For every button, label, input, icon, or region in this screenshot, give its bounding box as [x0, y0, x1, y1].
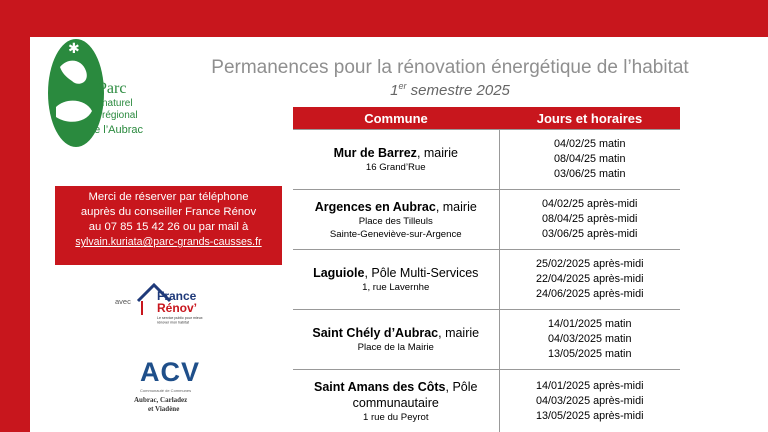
commune-name: Laguiole: [313, 266, 365, 280]
france-word: France: [157, 289, 197, 303]
commune-address: Place de la Mairie: [357, 342, 434, 353]
commune-cell: Mur de Barrez, mairie 16 Grand’Rue: [293, 130, 499, 190]
date-line: 14/01/2025 après-midi: [536, 379, 644, 392]
date-line: 13/05/2025 matin: [548, 348, 632, 360]
table-row: [293, 370, 680, 432]
column-header-commune: Commune: [293, 107, 499, 130]
acv-line-1: Aubrac, Carladez: [134, 396, 188, 404]
info-line-2: auprès du conseiller France Rénov: [80, 206, 257, 218]
avec-label: avec: [115, 297, 131, 306]
acv-logo: [128, 351, 216, 421]
table-row: [293, 250, 680, 310]
commune-cell: Saint Amans des Côts, Pôle communautaire 1 rue du Peyrot: [293, 370, 499, 432]
commune-cell: Argences en Aubrac, mairie Place des Tilleuls Sainte-Geneviève-sur-Argence: [293, 190, 499, 250]
logo-line3: régional: [102, 110, 138, 121]
commune-address-2: Sainte-Geneviève-sur-Argence: [329, 228, 462, 240]
booking-info-box: [55, 186, 282, 265]
france-renov-logo: [110, 277, 240, 327]
commune-address: 1, rue Lavernhe: [362, 282, 430, 293]
date-line: 03/06/25 matin: [554, 168, 626, 180]
acv-letters: ACV: [140, 357, 201, 387]
page-subtitle: 1er semestre 2025: [390, 81, 510, 99]
dates-cell: [499, 190, 680, 250]
commune-cell: Saint Chély d’Aubrac, mairie Place de la Mairie: [293, 310, 499, 370]
acv-line-2: et Viadène: [148, 405, 180, 413]
parc-aubrac-logo: [42, 37, 152, 149]
info-line-3: au 07 85 15 42 26 ou par mail à: [88, 221, 249, 233]
dates-cell: [499, 310, 680, 370]
logo-line2: naturel: [102, 98, 133, 109]
date-line: 04/03/2025 matin: [548, 333, 632, 345]
commune-address: 16 Grand’Rue: [365, 162, 426, 173]
slide: [30, 37, 768, 432]
commune-name-line-2: communautaire: [352, 395, 439, 410]
date-line: 22/04/2025 après-midi: [536, 273, 644, 285]
dates-cell: [499, 370, 680, 432]
contact-email-link[interactable]: sylvain.kuriata@parc-grands-causses.fr: [75, 236, 262, 248]
date-line: 08/04/25 après-midi: [542, 213, 638, 225]
date-line: 08/04/25 matin: [554, 153, 626, 165]
france-renov-tagline-1: Le service public pour mieux: [157, 316, 203, 320]
date-line: 14/01/2025 matin: [548, 318, 632, 330]
table-row: [293, 190, 680, 250]
dates-cell: [499, 130, 680, 190]
page-title: Permanences pour la rénovation énergétique de l’habitat: [211, 57, 689, 78]
table-row: [293, 130, 680, 190]
table-row: [293, 310, 680, 370]
date-line: 04/02/25 matin: [554, 138, 626, 150]
info-line-1: Merci de réserver par téléphone: [88, 191, 249, 203]
date-line: 24/06/2025 après-midi: [536, 288, 644, 300]
commune-name: Mur de Barrez: [333, 146, 417, 160]
commune-name: Saint Chély d’Aubrac: [312, 326, 439, 340]
commune-address: 1 rue du Peyrot: [362, 411, 429, 423]
commune-name: Argences en Aubrac: [314, 199, 436, 214]
column-header-jours: Jours et horaires: [499, 107, 680, 130]
date-line: 03/06/25 après-midi: [542, 228, 638, 240]
commune-address: Place des Tilleuls: [358, 215, 433, 227]
renov-word: Rénov’: [157, 301, 198, 315]
commune-name: Saint Amans des Côts: [314, 379, 446, 394]
date-line: 04/02/25 après-midi: [542, 198, 638, 210]
date-line: 13/05/2025 après-midi: [536, 409, 644, 422]
date-line: 04/03/2025 après-midi: [536, 394, 644, 407]
logo-line1: Parc: [98, 80, 127, 97]
date-line: 25/02/2025 après-midi: [536, 258, 644, 270]
commune-cell: Laguiole, Pôle Multi-Services 1, rue Lavernhe: [293, 250, 499, 310]
dates-cell: [499, 250, 680, 310]
logo-line4: de l’Aubrac: [88, 124, 144, 136]
logo-flower-icon: ✱: [68, 41, 80, 57]
schedule-table: [293, 107, 680, 432]
france-renov-tagline-2: rénover mon habitat: [157, 320, 189, 325]
acv-line-0: Communauté de Communes: [140, 388, 192, 393]
